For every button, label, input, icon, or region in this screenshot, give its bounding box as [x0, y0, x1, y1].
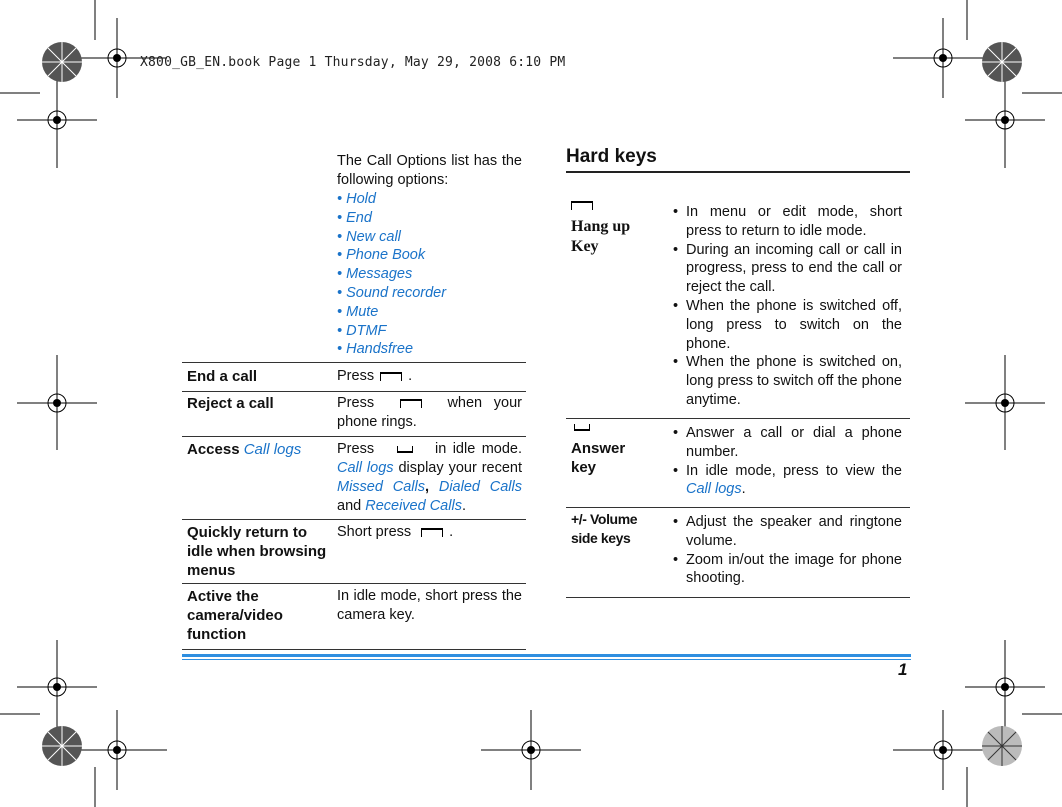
row-divider — [182, 583, 526, 584]
list-item: • Sound recorder — [337, 284, 447, 301]
list-item: • New call — [337, 228, 401, 245]
volume-keys-desc — [672, 513, 902, 588]
title-underline — [566, 171, 910, 173]
list-item: • When the phone is switched off, long press to switch on the phone. — [672, 297, 902, 353]
row-text-reject-call: Press when your phone rings. — [337, 395, 523, 430]
hang-up-key-icon — [380, 372, 402, 381]
hang-up-key-desc — [672, 203, 902, 410]
footer-rule-thin — [182, 659, 911, 660]
table-bottom-rule — [182, 649, 526, 650]
row-divider — [182, 519, 526, 520]
call-options-list — [337, 190, 522, 359]
list-item: • Mute — [337, 303, 379, 320]
footer-rule — [182, 654, 911, 657]
answer-key-icon — [574, 424, 590, 431]
row-label-camera: Active the camera/video function — [187, 588, 283, 643]
answer-key-desc — [672, 424, 902, 499]
answer-key-label: Answer key — [571, 421, 661, 477]
row-divider — [182, 436, 526, 437]
row-divider — [182, 362, 526, 363]
call-options-intro — [337, 152, 522, 359]
list-item: • Messages — [337, 266, 413, 283]
intro-text: The Call Options list has the following options: — [337, 153, 522, 188]
row-label-access-call-logs: Access Call logs — [187, 441, 302, 458]
section-title: Hard keys — [566, 146, 657, 167]
list-item: • Phone Book — [337, 247, 426, 264]
book-header: X800_GB_EN.book Page 1 Thursday, May 29, 2008 6:10 PM — [140, 55, 566, 70]
row-label-return-idle: Quickly return to idle when browsing menus — [187, 524, 327, 579]
hang-up-key-icon — [571, 201, 593, 210]
row-label-reject-call: Reject a call — [187, 395, 274, 412]
page-number: 1 — [898, 660, 908, 679]
list-item: • Zoom in/out the image for phone shooting. — [672, 551, 902, 589]
answer-key-icon — [397, 446, 413, 453]
hang-up-key-label: Hang up Key — [571, 199, 661, 257]
row-text-end-call: Press . — [337, 368, 413, 384]
row-divider — [182, 391, 526, 392]
row-divider — [566, 418, 910, 419]
row-text-camera: In idle mode, short press the camera key. — [337, 588, 522, 623]
list-item: • Adjust the speaker and ringtone volume. — [672, 513, 902, 551]
list-item: • End — [337, 209, 372, 226]
row-label-end-call: End a call — [187, 368, 258, 385]
row-text-return-idle: Short press . — [337, 524, 454, 540]
table-bottom-rule — [566, 597, 910, 598]
list-item: • When the phone is switched on, long press to switch off the phone anytime. — [672, 353, 902, 409]
row-text-access-call-logs: Press in idle mode. Call logs display your recent Missed Calls, Dialed Calls and Received Calls. — [337, 441, 523, 514]
list-item: • During an incoming call or call in progress, press to end the call or reject the call. — [672, 241, 902, 297]
row-divider — [566, 507, 910, 508]
hang-up-key-icon — [421, 528, 443, 537]
list-item: • Handsfree — [337, 341, 414, 358]
list-item: • In idle mode, press to view the Call logs. — [672, 462, 902, 500]
volume-keys-label: +/- Volume side keys — [571, 511, 638, 546]
list-item: • In menu or edit mode, short press to return to idle mode. — [672, 203, 902, 241]
hang-up-key-icon — [400, 399, 422, 408]
list-item: • Hold — [337, 191, 376, 207]
list-item: • Answer a call or dial a phone number. — [672, 424, 902, 462]
list-item: • DTMF — [337, 322, 387, 339]
